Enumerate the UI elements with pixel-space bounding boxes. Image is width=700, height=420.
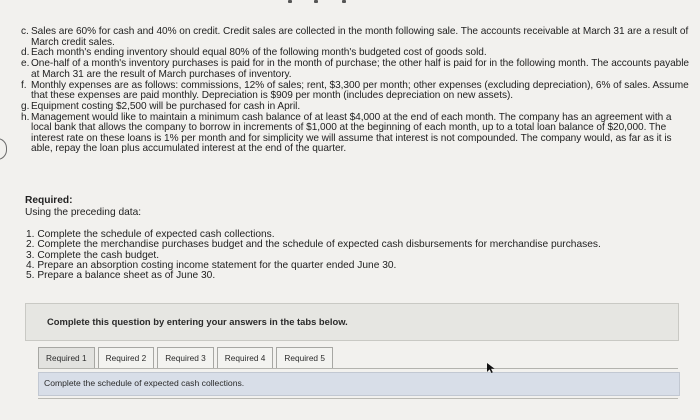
problem-item-h bbox=[14, 113, 690, 155]
required-item-4: 4. Prepare an absorption costing income statement for the quarter ended June 30. bbox=[26, 259, 397, 271]
problem-item-f bbox=[14, 81, 690, 102]
tab-required-1[interactable]: Required 1 bbox=[38, 347, 95, 369]
content-divider bbox=[38, 398, 678, 399]
item-marker: g. bbox=[21, 100, 30, 112]
problem-item-e bbox=[14, 59, 690, 80]
item-marker: f. bbox=[21, 79, 27, 91]
required-item-2: 2. Complete the merchandise purchases budget and the schedule of expected cash disbursements for merchandise purchases. bbox=[26, 239, 601, 251]
item-marker: c. bbox=[21, 26, 29, 37]
item-text: One-half of a month's inventory purchases is paid for in the month of purchase; the other half is paid for in the following month. The accounts payable at March 31 are the result of March purchases of inventory. bbox=[31, 58, 689, 80]
tab-content-header bbox=[38, 372, 680, 396]
item-marker: h. bbox=[21, 111, 30, 123]
mouse-pointer-icon bbox=[486, 362, 496, 374]
required-tabs bbox=[38, 347, 336, 369]
required-item-1: 1. Complete the schedule of expected cash collections. bbox=[26, 229, 275, 240]
tab-required-2[interactable]: Required 2 bbox=[98, 347, 155, 369]
tab-divider bbox=[38, 368, 678, 369]
item-marker: d. bbox=[21, 47, 30, 59]
required-list bbox=[26, 230, 601, 281]
tab-required-4[interactable]: Required 4 bbox=[217, 347, 274, 369]
required-heading: Required: bbox=[25, 195, 73, 206]
item-text: Each month's ending inventory should equal 80% of the following month's budgeted cost of goods sold. bbox=[31, 47, 487, 59]
top-edge-fragments bbox=[288, 0, 378, 3]
tab-content-text: Complete the schedule of expected cash collections. bbox=[44, 378, 245, 388]
item-text: Management would like to maintain a minimum cash balance of at least $4,000 at the end of each month. The company has an agreement with a local bank that allows the company to borrow in increments of $1,000 at the beginning of each month, up to a total loan balance of $20,000. The interest rate on these loans is 1% per month and for simplicity we will assume that interest is not compounded. The company would, as far as it is able, repay the loan plus accumulated interest at the end of the quarter. bbox=[31, 111, 672, 155]
problem-data-list bbox=[14, 27, 690, 155]
required-item-3: 3. Complete the cash budget. bbox=[26, 249, 160, 261]
required-item-5: 5. Prepare a balance sheet as of June 30. bbox=[26, 270, 216, 282]
required-subheading: Using the preceding data: bbox=[25, 207, 142, 218]
tab-required-3[interactable]: Required 3 bbox=[157, 347, 214, 369]
page-edge-curve bbox=[0, 138, 7, 160]
instruction-panel bbox=[25, 303, 679, 341]
tab-required-5[interactable]: Required 5 bbox=[276, 347, 333, 369]
item-marker: e. bbox=[21, 58, 30, 70]
item-text: Monthly expenses are as follows: commissions, 12% of sales; rent, $3,300 per month; other expenses (excluding depreciation), 6% of sales. Assume that these expenses are paid monthly. Depreciation is $909 per month (includes depreciation on new assets). bbox=[31, 79, 689, 102]
item-text: Sales are 60% for cash and 40% on credit. Credit sales are collected in the month following sale. The accounts receivable at March 31 are a result of March credit sales. bbox=[31, 26, 689, 48]
instruction-text: Complete this question by entering your answers in the tabs below. bbox=[47, 316, 348, 327]
problem-item-c bbox=[14, 27, 690, 48]
item-text: Equipment costing $2,500 will be purchased for cash in April. bbox=[31, 100, 301, 112]
